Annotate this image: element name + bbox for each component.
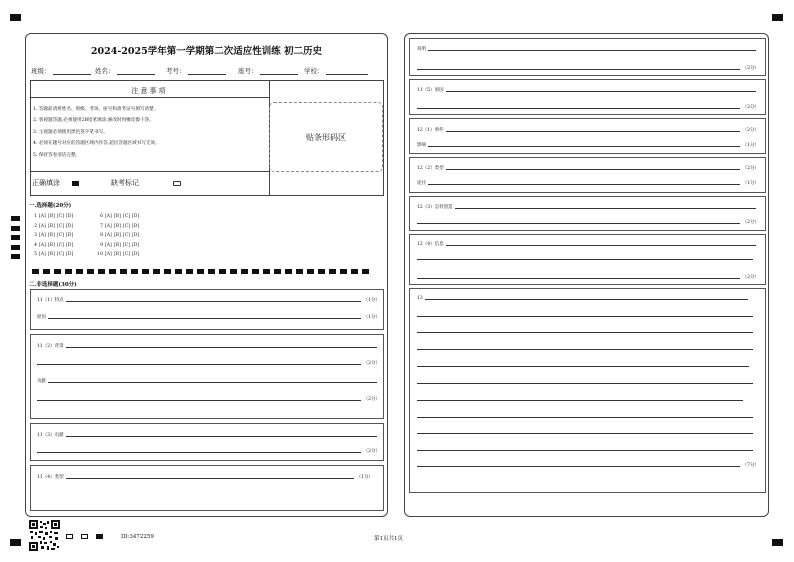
- choice-row: [30, 212, 162, 222]
- choice-number: 7: [100, 223, 103, 229]
- choice-question: [30, 250, 96, 260]
- choice-number: 5: [34, 252, 37, 257]
- choice-option-bubble[interactable]: [A]: [105, 252, 112, 257]
- choice-question: [96, 241, 162, 251]
- timing-mark: [11, 235, 20, 240]
- choice-question: [96, 222, 162, 232]
- choice-option-bubble[interactable]: [C]: [57, 242, 64, 248]
- choice-row: [30, 241, 162, 251]
- class-field[interactable]: 班级：: [31, 66, 91, 75]
- choice-option-bubble[interactable]: [C]: [123, 233, 130, 238]
- choice-question: [96, 212, 162, 222]
- q12-3-box: [409, 196, 766, 231]
- choice-option-bubble[interactable]: [A]: [39, 252, 46, 257]
- q12-2-way-row[interactable]: 途径 （1分）: [417, 181, 759, 186]
- choice-question: [30, 241, 96, 251]
- choice-option-bubble[interactable]: [A]: [105, 233, 112, 238]
- filled-mark-icon: [72, 181, 79, 186]
- q11-1-row[interactable]: 11（1）特点 （1分）: [37, 298, 380, 303]
- corner-mark-tl: [10, 14, 21, 21]
- notice-list: [33, 104, 160, 161]
- choice-option-bubble[interactable]: [D]: [66, 242, 74, 248]
- choice-question: [96, 250, 162, 260]
- choice-number: 10: [97, 252, 103, 257]
- timing-mark: [11, 254, 20, 259]
- absent-mark-area[interactable]: 缺考标记: [111, 178, 181, 188]
- choice-option-bubble[interactable]: [D]: [132, 252, 140, 257]
- q12-1-impact-row[interactable]: 影响 （1分）: [417, 143, 759, 148]
- non-choice-section-title: 二.非选择题(30分): [29, 282, 77, 288]
- explain-row-2[interactable]: （2分）: [417, 65, 759, 71]
- choice-option-bubble[interactable]: [D]: [66, 233, 74, 238]
- q11-1-box: [30, 289, 384, 330]
- choice-option-bubble[interactable]: [A]: [39, 214, 46, 219]
- choice-question: [30, 212, 96, 222]
- choice-option-bubble[interactable]: [D]: [66, 223, 74, 229]
- explain-row[interactable]: 说明: [417, 46, 759, 52]
- choice-option-bubble[interactable]: [A]: [105, 223, 112, 229]
- notice-item: 5. 保持答卷清洁完整。: [33, 152, 81, 158]
- choice-option-bubble[interactable]: [B]: [114, 223, 121, 229]
- corner-mark-bl: [10, 539, 21, 546]
- seat-field[interactable]: 座号：: [238, 66, 298, 75]
- q12-3-row-2[interactable]: （2分）: [417, 219, 759, 225]
- choice-number: 9: [100, 242, 103, 248]
- choice-option-bubble[interactable]: [A]: [39, 242, 46, 248]
- choice-number: 8: [100, 233, 103, 238]
- correct-fill-example: 正确填涂: [32, 178, 79, 188]
- choice-option-bubble[interactable]: [B]: [114, 242, 121, 248]
- choice-section-title: 一.选择题(20分): [29, 203, 72, 209]
- q11-3-row[interactable]: 11（3）贡献: [37, 432, 380, 438]
- right-answer-panel: [404, 33, 769, 517]
- notice-item: 3. 主观题必须使用黑色签字笔书写。: [33, 129, 108, 135]
- q11-2-contrib-row[interactable]: 贡献: [37, 378, 380, 384]
- corner-mark-br: [772, 539, 783, 546]
- section-divider: [32, 269, 369, 274]
- notice-item: 1. 答题前请将姓名、班级、考场、座号和准考证号填写清楚。: [33, 107, 159, 112]
- q12-4-row[interactable]: 12（4）信息: [417, 241, 759, 247]
- choice-option-bubble[interactable]: [C]: [57, 233, 64, 238]
- name-field[interactable]: 姓名：: [95, 66, 155, 75]
- footer-box: [66, 534, 73, 539]
- choice-option-bubble[interactable]: [A]: [105, 242, 112, 248]
- choice-option-bubble[interactable]: [C]: [57, 223, 64, 229]
- q11-2-row-2[interactable]: （2分）: [37, 360, 380, 366]
- q11-4-box: [30, 465, 384, 511]
- notice-item: 4. 必须在题号对应的答题区域内作答,超出答题区域书写无效。: [33, 141, 160, 147]
- choice-option-bubble[interactable]: [C]: [123, 242, 130, 248]
- choice-question: [96, 231, 162, 241]
- choice-number: 2: [34, 223, 37, 229]
- q12-3-row[interactable]: 12（3）怎样创造: [417, 204, 759, 210]
- exam-no-field[interactable]: 考号：: [166, 66, 226, 75]
- choice-option-bubble[interactable]: [C]: [57, 252, 64, 257]
- choice-option-bubble[interactable]: [A]: [39, 233, 46, 238]
- choice-row: [30, 222, 162, 232]
- q12-4-row-3[interactable]: （2分）: [417, 274, 759, 280]
- choice-question: [30, 222, 96, 232]
- choice-option-bubble[interactable]: [B]: [48, 242, 55, 248]
- choice-option-bubble[interactable]: [C]: [123, 214, 130, 219]
- q11-3-row-2[interactable]: （2分）: [37, 448, 380, 454]
- choice-row: [30, 231, 162, 241]
- choice-option-bubble[interactable]: [C]: [57, 214, 64, 219]
- absent-checkbox[interactable]: [173, 181, 181, 186]
- barcode-area: 贴条形码区: [269, 102, 383, 172]
- q12-2-row[interactable]: 12（2）类型 （2分）: [417, 166, 759, 171]
- choice-option-bubble[interactable]: [B]: [48, 223, 55, 229]
- timing-mark: [11, 216, 20, 221]
- choice-row: [30, 250, 162, 260]
- corner-mark-tr: [772, 14, 783, 21]
- choice-option-bubble[interactable]: [D]: [66, 252, 74, 257]
- timing-mark: [11, 245, 20, 250]
- q11-5-row-2[interactable]: （2分）: [417, 104, 759, 110]
- q12-2-box: [409, 157, 766, 193]
- choice-question: [30, 231, 96, 241]
- choice-number: 4: [34, 242, 37, 248]
- page-indicator: 第1页共1页: [374, 536, 403, 542]
- choice-option-bubble[interactable]: [D]: [132, 242, 140, 248]
- left-answer-panel: [25, 33, 388, 517]
- page-title: 2024-2025学年第一学期第二次适应性训练 初二历史: [90, 46, 323, 57]
- q11-3-box: [30, 423, 384, 461]
- choice-option-bubble[interactable]: [A]: [105, 214, 112, 219]
- qr-code-icon: [29, 520, 60, 551]
- notice-title: 注意事项: [131, 87, 168, 95]
- choice-option-bubble[interactable]: [B]: [48, 214, 55, 219]
- choice-number: 1: [34, 214, 37, 219]
- choice-option-bubble[interactable]: [C]: [123, 252, 130, 257]
- choice-option-bubble[interactable]: [D]: [132, 233, 140, 238]
- q11-2-row[interactable]: 11（2）背景: [37, 343, 380, 349]
- notice-item: 2. 客观题答题,必须使用2B铅笔填涂,修改时用橡皮擦干净。: [33, 118, 154, 124]
- q12-1-row[interactable]: 12（1）事件 （2分）: [417, 128, 759, 133]
- q11-5-row[interactable]: 11（5）原因: [417, 87, 759, 93]
- q11-2-contrib-row-2[interactable]: （2分）: [37, 396, 380, 402]
- q13-row-last[interactable]: （7分）: [417, 462, 759, 468]
- q13-row[interactable]: 13: [417, 296, 751, 301]
- choice-option-bubble[interactable]: [D]: [66, 214, 74, 219]
- choice-option-bubble[interactable]: [D]: [132, 214, 140, 219]
- choice-option-bubble[interactable]: [B]: [114, 214, 121, 219]
- school-field[interactable]: 学校：: [304, 66, 368, 75]
- choice-option-bubble[interactable]: [D]: [132, 223, 140, 229]
- choice-number: 6: [100, 214, 103, 219]
- choice-option-bubble[interactable]: [B]: [48, 233, 55, 238]
- choice-option-bubble[interactable]: [B]: [114, 233, 121, 238]
- choice-option-bubble[interactable]: [A]: [39, 223, 46, 229]
- q11-4-row[interactable]: 11（4）类型 （1分）: [37, 475, 373, 480]
- choice-number: 3: [34, 233, 37, 238]
- choice-option-bubble[interactable]: [B]: [114, 252, 121, 257]
- choice-option-bubble[interactable]: [B]: [48, 252, 55, 257]
- q11-1-reason-row[interactable]: 原因 （1分）: [37, 315, 380, 320]
- footer-filled-box: [96, 534, 103, 539]
- q12-1-box: [409, 118, 766, 154]
- sheet-id: ID:3472259: [121, 534, 154, 540]
- choice-option-bubble[interactable]: [C]: [123, 223, 130, 229]
- footer-box: [81, 534, 88, 539]
- timing-mark: [11, 226, 20, 231]
